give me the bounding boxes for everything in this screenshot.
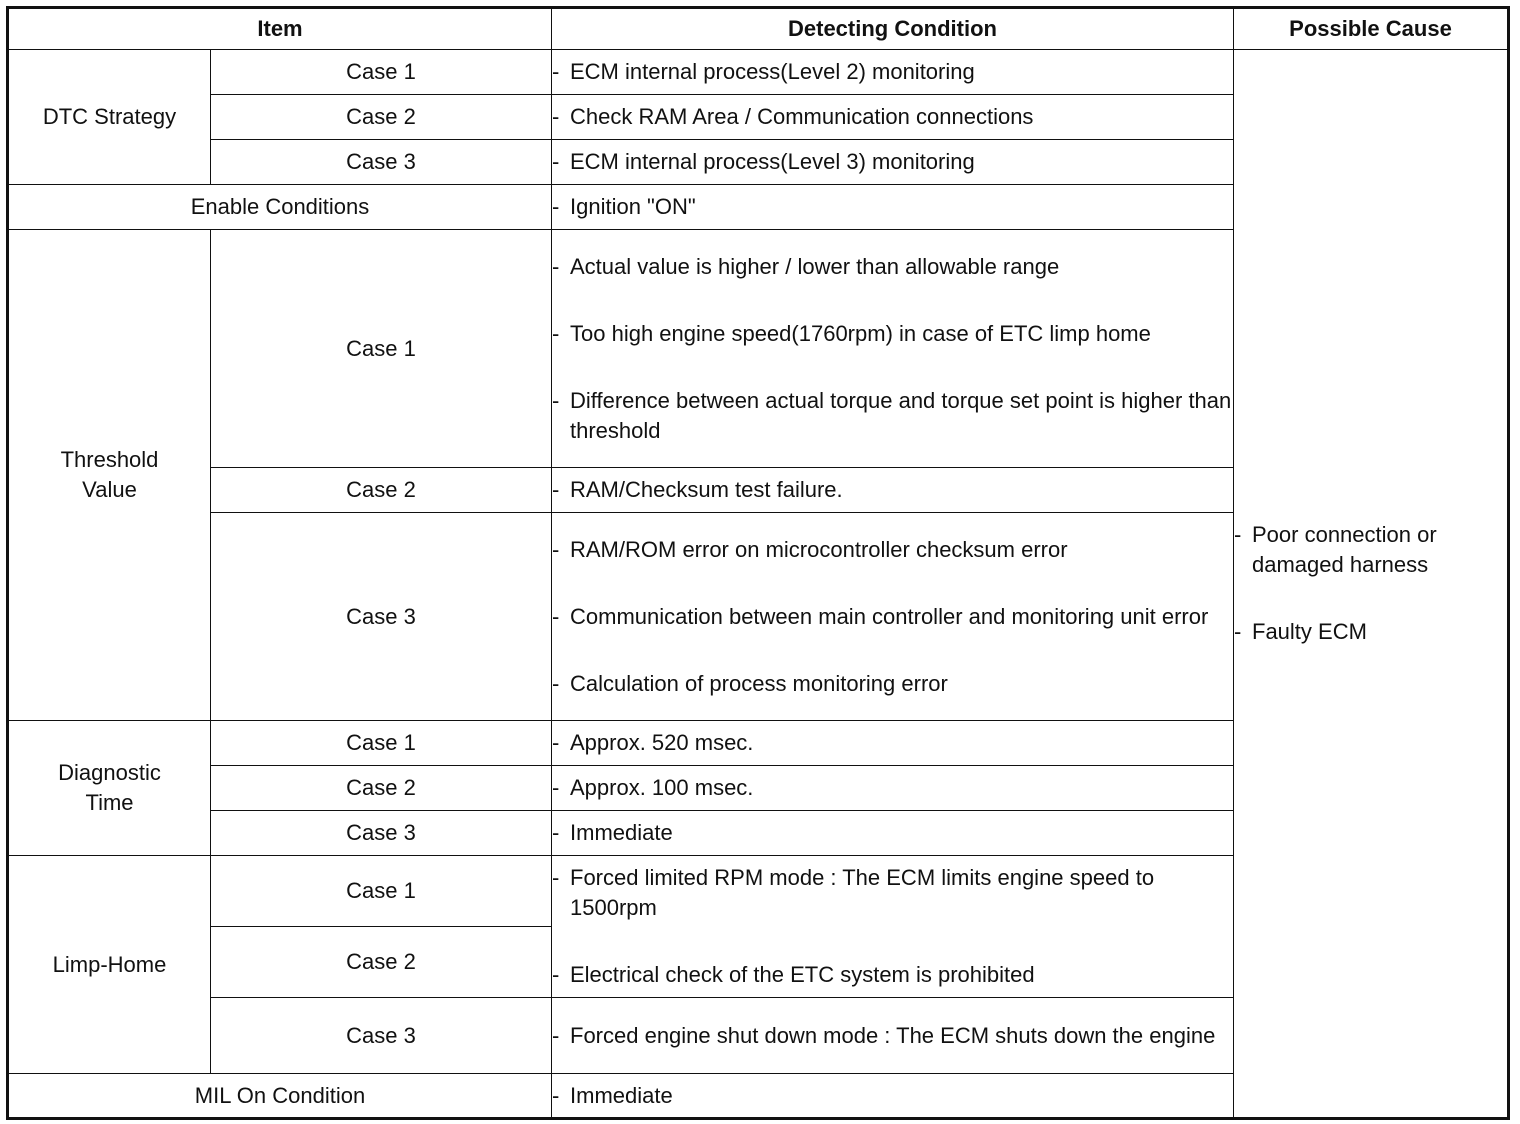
bullet: - — [552, 775, 560, 800]
condition-cell — [552, 856, 1234, 998]
condition-text: Approx. 100 msec. — [570, 775, 754, 800]
bullet: - — [552, 536, 560, 562]
case-label: Case 3 — [211, 811, 552, 856]
condition-text: Electrical check of the ETC system is prohibited — [570, 962, 1035, 987]
condition-text: Check RAM Area / Communication connections — [570, 104, 1034, 129]
case-label: Case 3 — [211, 513, 552, 721]
bullet: - — [552, 253, 560, 279]
condition-text: Communication between main controller and monitoring unit error — [570, 603, 1209, 629]
condition-text: RAM/ROM error on microcontroller checksum error — [570, 536, 1068, 562]
bullet: - — [552, 730, 560, 755]
condition-cell — [552, 1074, 1234, 1119]
condition-cell — [552, 766, 1234, 811]
bullet: - — [552, 1022, 560, 1048]
condition-cell — [552, 721, 1234, 766]
condition-text: Difference between actual torque and torque set point is higher than threshold — [570, 387, 1232, 443]
header-detecting-condition: Detecting Condition — [552, 8, 1234, 50]
condition-text: Actual value is higher / lower than allowable range — [570, 253, 1060, 279]
condition-text: Too high engine speed(1760rpm) in case of ETC limp home — [570, 320, 1151, 346]
condition-cell — [552, 811, 1234, 856]
table-row — [8, 50, 1509, 95]
case-label: Case 2 — [211, 766, 552, 811]
condition-cell — [552, 230, 1234, 468]
condition-text: Immediate — [570, 820, 673, 845]
header-possible-cause: Possible Cause — [1234, 8, 1509, 50]
bullet: - — [1234, 619, 1242, 644]
header-row — [8, 8, 1509, 50]
bullet: - — [552, 603, 560, 629]
case-label: Case 2 — [211, 468, 552, 513]
row-label-line: Diagnostic — [58, 760, 161, 785]
condition-text: Immediate — [570, 1082, 673, 1108]
bullet: - — [552, 670, 560, 696]
bullet: - — [552, 59, 560, 84]
bullet: - — [552, 1082, 560, 1108]
condition-cell — [552, 185, 1234, 230]
case-label: Case 3 — [211, 998, 552, 1074]
condition-cell — [552, 468, 1234, 513]
row-label-line: Time — [85, 790, 134, 815]
cause-item: Poor connection or damaged harness — [1252, 522, 1437, 577]
bullet: - — [552, 477, 560, 502]
condition-cell — [552, 140, 1234, 185]
bullet: - — [552, 104, 560, 129]
case-label: Case 1 — [211, 50, 552, 95]
case-label: Case 1 — [211, 856, 552, 927]
case-label: Case 1 — [211, 721, 552, 766]
dtc-table — [6, 6, 1510, 1120]
row-label-limp-home: Limp-Home — [8, 856, 211, 1074]
condition-text: RAM/Checksum test failure. — [570, 477, 843, 502]
condition-text: Ignition "ON" — [570, 194, 696, 219]
row-label-line: Threshold — [60, 447, 159, 472]
row-label-diagnostic-time — [8, 721, 211, 856]
case-label: Case 2 — [211, 927, 552, 998]
case-label: Case 3 — [211, 140, 552, 185]
condition-text: Calculation of process monitoring error — [570, 670, 948, 696]
bullet: - — [552, 320, 560, 346]
cause-item: Faulty ECM — [1252, 619, 1367, 644]
bullet: - — [552, 962, 560, 987]
bullet: - — [552, 149, 560, 174]
condition-text: ECM internal process(Level 3) monitoring — [570, 149, 975, 174]
bullet: - — [552, 865, 560, 890]
condition-text: ECM internal process(Level 2) monitoring — [570, 59, 975, 84]
bullet: - — [552, 387, 560, 413]
bullet: - — [552, 194, 560, 219]
condition-text: Forced limited RPM mode : The ECM limits engine speed to 1500rpm — [570, 865, 1155, 920]
condition-cell — [552, 998, 1234, 1074]
row-label-enable-conditions: Enable Conditions — [8, 185, 552, 230]
row-label-line: Value — [82, 477, 137, 502]
condition-cell — [552, 95, 1234, 140]
possible-cause-cell — [1234, 50, 1509, 1119]
case-label: Case 2 — [211, 95, 552, 140]
row-label-mil-on-condition: MIL On Condition — [8, 1074, 552, 1119]
condition-cell — [552, 513, 1234, 721]
condition-cell — [552, 50, 1234, 95]
condition-text: Forced engine shut down mode : The ECM shuts down the engine — [570, 1022, 1216, 1048]
bullet: - — [1234, 522, 1242, 547]
row-label-dtc-strategy: DTC Strategy — [8, 50, 211, 185]
header-item: Item — [8, 8, 552, 50]
case-label: Case 1 — [211, 230, 552, 468]
row-label-threshold-value — [8, 230, 211, 721]
bullet: - — [552, 820, 560, 845]
condition-text: Approx. 520 msec. — [570, 730, 754, 755]
